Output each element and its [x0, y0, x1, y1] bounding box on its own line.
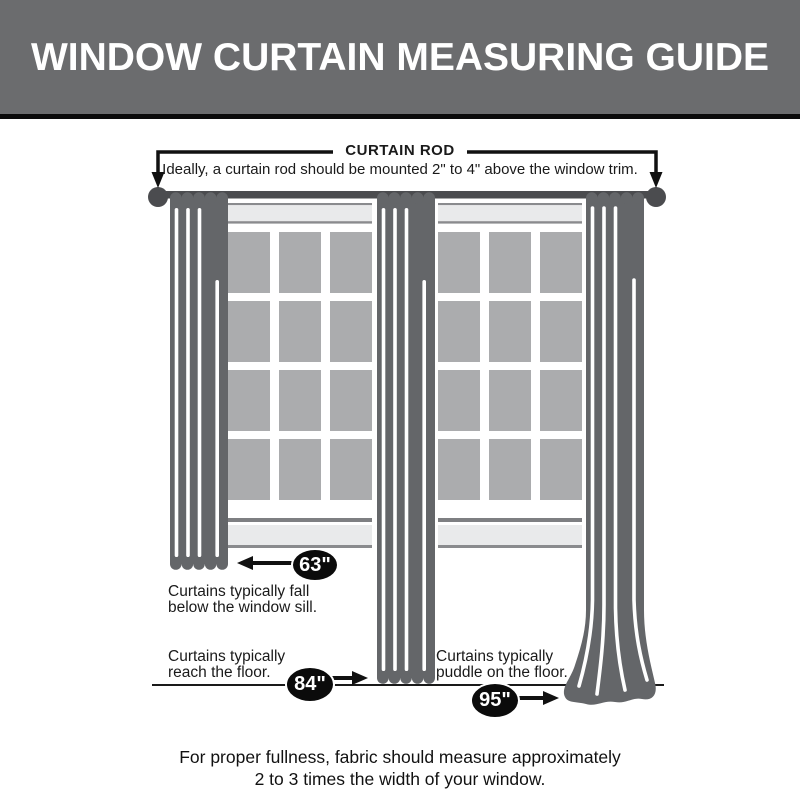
- curtain-fold-line: [382, 208, 386, 671]
- curtain-fold-line: [422, 280, 426, 671]
- window-pane: [279, 439, 321, 500]
- window-pane: [489, 232, 531, 293]
- note-puddle-floor: [436, 649, 568, 680]
- window-trim-line: [438, 221, 582, 223]
- curtain-scallop: [389, 672, 401, 684]
- curtain-scallop: [193, 558, 205, 570]
- note-line: Curtains typically fall: [168, 583, 310, 600]
- window-pane: [438, 232, 480, 293]
- measurement-badge-84: 84": [285, 666, 335, 703]
- curtain-fold-line: [405, 208, 409, 671]
- curtain-scallop: [412, 192, 424, 204]
- fullness-note: [0, 746, 800, 790]
- window-pane-grid: [228, 232, 372, 500]
- rod-finial-right: [646, 187, 666, 207]
- window-trim-line: [438, 203, 582, 205]
- curtain-scallop: [182, 192, 194, 204]
- curtain-left: [170, 192, 228, 570]
- curtain-scallop: [205, 192, 217, 204]
- window-pane: [330, 370, 372, 431]
- window-trim-band: [438, 205, 582, 221]
- curtain-scallop: [621, 192, 633, 204]
- window-pane: [438, 301, 480, 362]
- curtain-scallop: [205, 558, 217, 570]
- curtain-scallop: [377, 672, 389, 684]
- curtain-scallop: [412, 672, 424, 684]
- window-pane: [228, 301, 270, 362]
- curtain-rod-label: CURTAIN ROD: [333, 142, 466, 159]
- curtain-middle: [377, 192, 435, 684]
- curtain-scallop: [598, 192, 610, 204]
- curtain-scallop: [609, 192, 621, 204]
- measurement-badge-63: 63": [291, 548, 339, 582]
- window-pane: [438, 370, 480, 431]
- curtain-scallop: [182, 558, 194, 570]
- curtain-scallop: [586, 192, 598, 204]
- window-sill-line: [228, 518, 372, 522]
- curtain-scallop: [216, 558, 228, 570]
- fullness-note-line2: 2 to 3 times the width of your window.: [254, 769, 546, 789]
- window-pane-grid: [438, 232, 582, 500]
- window-trim-line: [228, 221, 372, 223]
- window-sill-line: [438, 518, 582, 522]
- note-line: Curtains typically: [436, 648, 554, 665]
- window-left: [228, 203, 372, 548]
- curtain-fold-line: [198, 208, 202, 557]
- curtain-scallop: [170, 192, 182, 204]
- curtain-fold-line: [175, 208, 179, 557]
- rod-mounting-note: Ideally, a curtain rod should be mounted 2" to 4" above the window trim.: [162, 161, 638, 178]
- window-pane: [228, 232, 270, 293]
- curtain-scallop: [216, 192, 228, 204]
- note-below-sill: [168, 584, 317, 615]
- curtain-scallop: [632, 192, 644, 204]
- rod-finial-left: [148, 187, 168, 207]
- window-pane: [330, 301, 372, 362]
- curtain-scallop: [400, 192, 412, 204]
- window-pane: [279, 370, 321, 431]
- curtain-fold-line: [215, 280, 219, 557]
- window-pane: [279, 232, 321, 293]
- window-pane: [489, 439, 531, 500]
- curtain-fold-line: [186, 208, 190, 557]
- window-sill-line: [228, 545, 372, 548]
- measurement-badge-95: 95": [470, 682, 520, 719]
- left-arrow-icon: [237, 556, 253, 570]
- window-pane: [228, 439, 270, 500]
- curtain-scallop: [423, 192, 435, 204]
- curtain-fold-line: [393, 208, 397, 671]
- window-pane: [279, 301, 321, 362]
- note-line: reach the floor.: [168, 663, 271, 681]
- window-pane: [540, 301, 582, 362]
- window-right: [438, 203, 582, 548]
- window-sill-band: [438, 525, 582, 545]
- page-title: WINDOW CURTAIN MEASURING GUIDE: [30, 36, 770, 79]
- header-divider: [0, 114, 800, 119]
- window-trim-line: [228, 203, 372, 205]
- right-arrow-icon: [352, 671, 368, 685]
- curtain-rod-label-wrap: [0, 142, 800, 160]
- curtain-scallop: [193, 192, 205, 204]
- note-line: Curtains typically: [168, 648, 286, 665]
- curtain-scallop: [170, 558, 182, 570]
- fullness-note-line1: For proper fullness, fabric should measure approximately: [179, 747, 621, 767]
- window-pane: [540, 439, 582, 500]
- window-pane: [330, 232, 372, 293]
- arrow-shaft: [251, 561, 295, 565]
- diagram-graphics: [0, 120, 800, 800]
- note-line: puddle on the floor.: [436, 663, 568, 681]
- curtain-scallop: [377, 192, 389, 204]
- window-pane: [489, 301, 531, 362]
- curtain-scallop: [423, 672, 435, 684]
- note-reach-floor: [168, 649, 285, 680]
- window-pane: [438, 439, 480, 500]
- curtain-scallop: [389, 192, 401, 204]
- window-pane: [540, 370, 582, 431]
- window-trim-band: [228, 205, 372, 221]
- curtain-scallop: [400, 672, 412, 684]
- window-pane: [489, 370, 531, 431]
- curtain-scallops: [586, 192, 644, 204]
- window-pane: [540, 232, 582, 293]
- window-sill-line: [438, 545, 582, 548]
- window-sill-band: [228, 525, 372, 545]
- right-arrow-icon: [543, 691, 559, 705]
- note-line: below the window sill.: [168, 598, 318, 616]
- window-pane: [228, 370, 270, 431]
- window-pane: [330, 439, 372, 500]
